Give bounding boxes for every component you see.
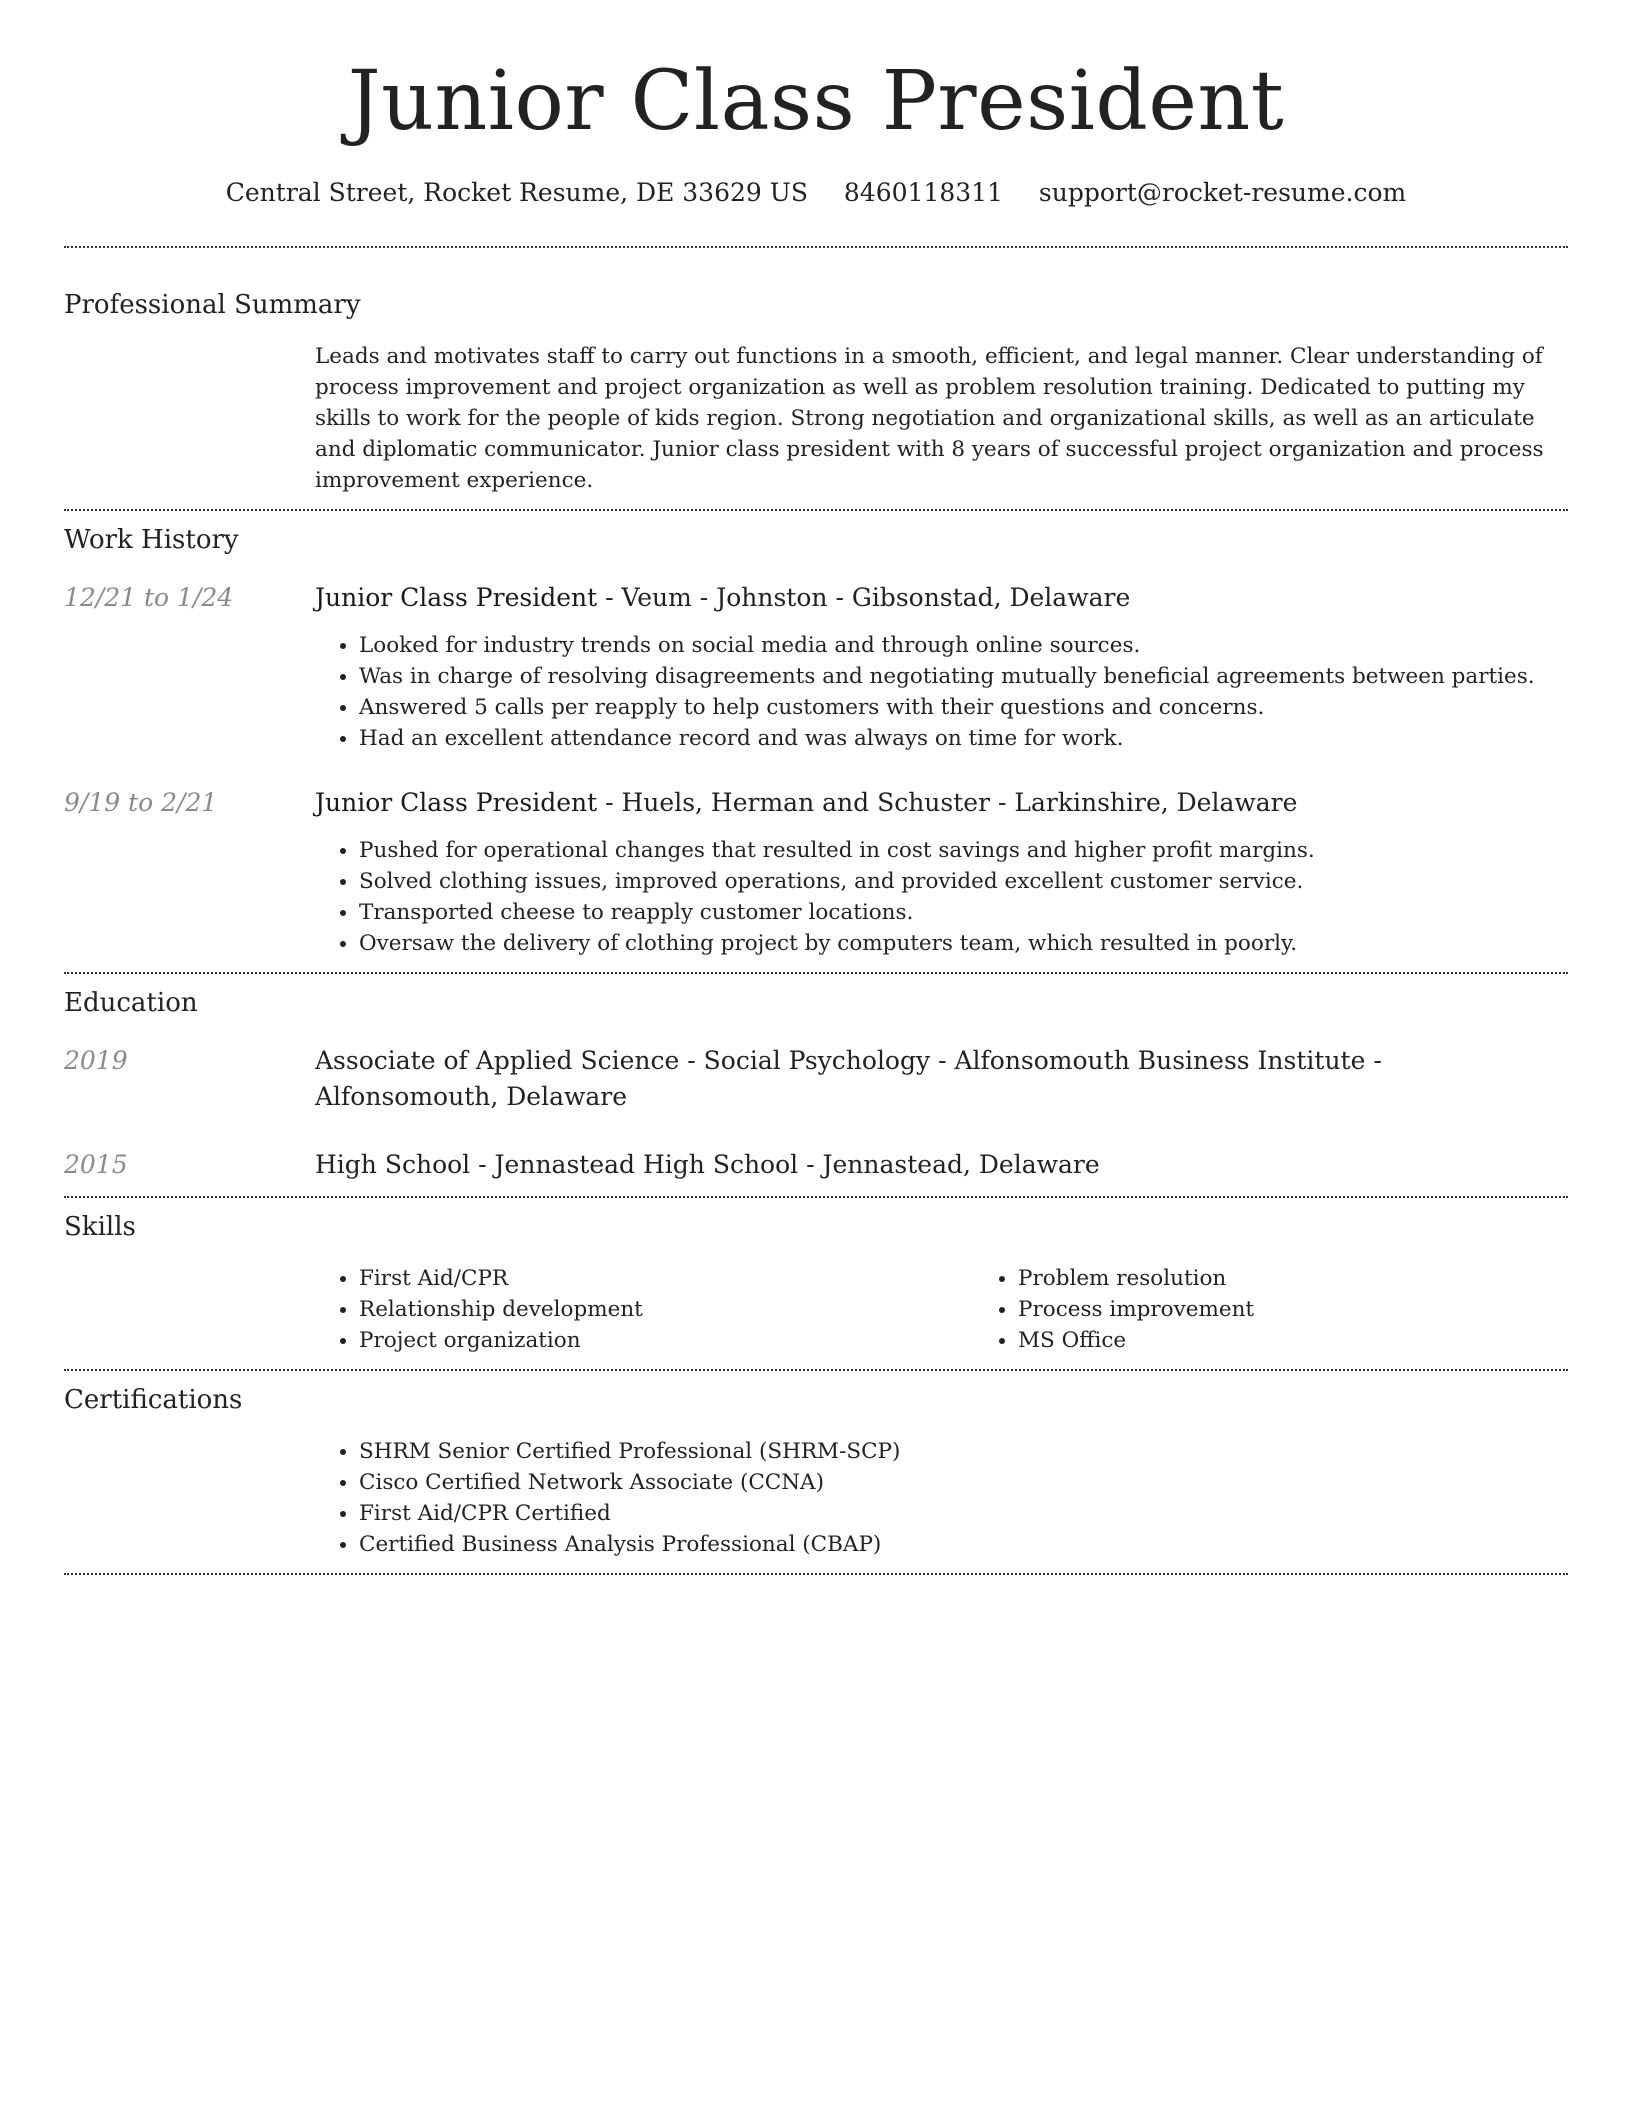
contact-email: support@rocket-resume.com <box>1038 178 1407 207</box>
job-role: Junior Class President <box>315 788 598 817</box>
certifications-row <box>64 1436 1568 1560</box>
skills-row <box>64 1263 1568 1356</box>
education-degree: High School <box>315 1150 471 1179</box>
list-item: • Answered 5 calls per reapply to help customers with their questions and concerns. <box>359 692 1568 723</box>
list-item: • Cisco Certified Network Associate (CCNA) <box>359 1467 1568 1498</box>
summary-body <box>315 341 1568 496</box>
list-item: • Had an excellent attendance record and was always on time for work. <box>359 723 1568 754</box>
job-body <box>315 785 1568 959</box>
job-dates: 9/19 to 2/21 <box>64 788 218 817</box>
job-dates: 12/21 to 1/24 <box>64 583 234 612</box>
education-details: - Alfonsomouth Business Institute - Alfonsomouth, Delaware <box>315 1046 1382 1111</box>
education-entry <box>64 1043 1568 1115</box>
job-title <box>315 785 1568 821</box>
education-year: 2015 <box>64 1150 128 1179</box>
certifications-spacer <box>64 1436 315 1560</box>
education-year: 2019 <box>64 1046 128 1075</box>
certifications-list <box>315 1436 1568 1560</box>
list-item: • MS Office <box>1018 1325 1632 1356</box>
skills-spacer <box>64 1263 315 1356</box>
list-item: • Certified Business Analysis Professional (CBAP) <box>359 1529 1568 1560</box>
summary-text: Leads and motivates staff to carry out functions in a smooth, efficient, and legal manner. Clear understanding of process improvement and project organization as well as problem resolution training. Dedicated to putting my skills to work for the people of kids region. Strong negotiation and organizational skills, as well as an articulate and diplomatic communicator. Junior class president with 8 years of successful project organization and process improvement experience. <box>315 344 1544 493</box>
job-bullets <box>315 835 1568 959</box>
certifications-body <box>315 1436 1568 1560</box>
job-role: Junior Class President <box>315 583 598 612</box>
divider <box>64 972 1568 974</box>
work-history-section <box>64 523 1568 959</box>
skills-list-right <box>974 1263 1632 1356</box>
skills-section <box>64 1210 1568 1356</box>
contact-line <box>64 176 1568 210</box>
education-entry <box>64 1147 1568 1183</box>
education-body <box>315 1147 1568 1183</box>
job-title <box>315 580 1568 616</box>
list-item: • Problem resolution <box>1018 1263 1632 1294</box>
job-body <box>315 580 1568 754</box>
list-item: • First Aid/CPR <box>359 1263 974 1294</box>
certifications-section <box>64 1383 1568 1560</box>
summary-row <box>64 341 1568 496</box>
education-body <box>315 1043 1568 1115</box>
summary-section <box>64 288 1568 496</box>
divider <box>64 1369 1568 1371</box>
summary-spacer <box>64 341 315 496</box>
list-item: • Looked for industry trends on social media and through online sources. <box>359 630 1568 661</box>
skills-list-left <box>315 1263 974 1356</box>
education-degree: Associate of Applied Science - Social Psychology <box>315 1046 931 1075</box>
list-item: • SHRM Senior Certified Professional (SHRM-SCP) <box>359 1436 1568 1467</box>
education-section <box>64 986 1568 1183</box>
list-item: • Oversaw the delivery of clothing project by computers team, which resulted in poorly. <box>359 928 1568 959</box>
list-item: • Relationship development <box>359 1294 974 1325</box>
job-entry <box>64 785 1568 959</box>
divider <box>64 1573 1568 1575</box>
job-entry <box>64 580 1568 754</box>
education-details: - Jennastead High School - Jennastead, Delaware <box>470 1150 1100 1179</box>
summary-heading: Professional Summary <box>64 290 361 320</box>
contact-address: Central Street, Rocket Resume, DE 33629 US <box>225 178 808 207</box>
list-item: • Was in charge of resolving disagreements and negotiating mutually beneficial agreements between parties. <box>359 661 1568 692</box>
work-history-heading: Work History <box>64 525 239 555</box>
skills-columns <box>315 1263 1568 1356</box>
divider <box>64 1196 1568 1198</box>
list-item: • Process improvement <box>1018 1294 1632 1325</box>
skills-heading: Skills <box>64 1212 136 1242</box>
list-item: • Project organization <box>359 1325 974 1356</box>
divider <box>64 246 1568 248</box>
education-heading: Education <box>64 988 198 1018</box>
divider <box>64 509 1568 511</box>
job-details: - Veum - Johnston - Gibsonstad, Delaware <box>597 583 1131 612</box>
list-item: • Transported cheese to reapply customer locations. <box>359 897 1568 928</box>
contact-phone: 8460118311 <box>843 178 1003 207</box>
job-bullets <box>315 630 1568 754</box>
list-item: • First Aid/CPR Certified <box>359 1498 1568 1529</box>
list-item: • Pushed for operational changes that resulted in cost savings and higher profit margins. <box>359 835 1568 866</box>
certifications-heading: Certifications <box>64 1385 243 1415</box>
job-details: - Huels, Herman and Schuster - Larkinshire, Delaware <box>597 788 1298 817</box>
list-item: • Solved clothing issues, improved operations, and provided excellent customer service. <box>359 866 1568 897</box>
resume-name: Junior Class President <box>347 54 1285 149</box>
